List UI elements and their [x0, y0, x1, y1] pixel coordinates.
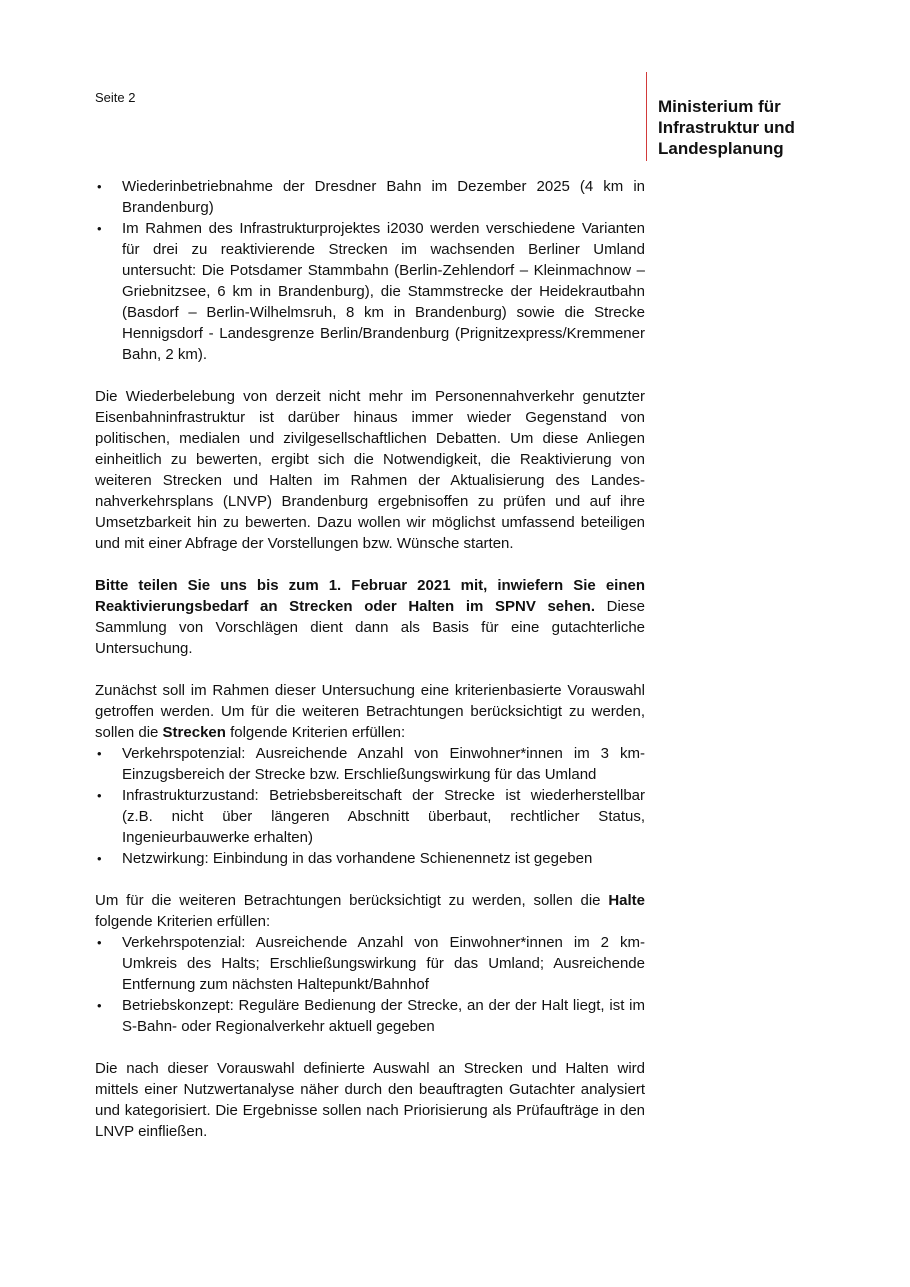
- list-item: [95, 218, 645, 365]
- bullet-icon: •: [97, 998, 102, 1013]
- bullet-icon: •: [97, 221, 102, 236]
- list-item: [95, 848, 645, 869]
- halte-intro-text: Um für die weiteren Betrachtungen berücksichtigt zu werden, sollen die: [95, 892, 609, 909]
- list-item-text: Im Rahmen des Infrastrukturprojektes i2030 werden verschiedene Varianten für drei zu reaktivierende Strecken im wachsenden Berliner Umland untersucht: Die Potsdamer Stammbahn (Berlin-Zehlendorf – Kleinmachnow – Griebnitzsee, 6 km in Brandenburg), die Stammstrecke der Heidekrautbahn (Basdorf – Berlin-Wilhelmsruh, 8 km in Brandenburg) sowie die Strecke Hennigsdorf - Landesgrenze Berlin/Brandenburg (Prignitzexpress/Kremmener Bahn, 2 km).: [122, 220, 645, 363]
- ministry-divider-line: [646, 72, 647, 161]
- request-text: Diese Sammlung von Vorschlägen dient dann als Basis für eine gutachterliche Untersuchung.: [95, 598, 645, 657]
- list-item-text: Netzwirkung: Einbindung in das vorhandene Schienennetz ist gegeben: [122, 850, 593, 867]
- page-number: Seite 2: [95, 90, 136, 105]
- intro-bullet-list: [95, 176, 645, 365]
- paragraph-revival: Die Wiederbelebung von derzeit nicht mehr im Personennahverkehr genutzter Eisenbahninfrastruktur ist darüber hinaus immer wieder Gegenstand von politischen, medialen und zivilgesellschaftlichen Debatten. Um diese Anliegen einheitlich zu bewerten, ergibt sich die Notwendigkeit, die Reaktivierung von weiteren Strecken und Halten im Rahmen der Aktualisierung des Landes-nahverkehrsplans (LNVP) Brandenburg ergebnisoffen zu prüfen und auf ihre Umsetzbarkeit hin zu bewerten. Dazu wollen wir möglichst umfassend beteiligen und mit einer Abfrage der Vorstellungen bzw. Wünsche starten.: [95, 388, 645, 552]
- halte-bold: Halte: [608, 892, 645, 909]
- letter-body: [95, 176, 645, 1163]
- ministry-name-line-2: Infrastruktur und: [658, 118, 795, 137]
- list-item-text: Wiederinbetriebnahme der Dresdner Bahn im Dezember 2025 (4 km in Brandenburg): [122, 178, 645, 216]
- list-item: [95, 743, 645, 785]
- list-item-text: Verkehrspotenzial: Ausreichende Anzahl von Einwohner*innen im 2 km-Umkreis des Halts; Erschließungswirkung für das Umland; Ausreichende Entfernung zum nächsten Haltepunkt/Bahnhof: [122, 934, 645, 993]
- ministry-name: [658, 96, 795, 159]
- strecken-criteria-list: [95, 743, 645, 869]
- list-item: [95, 785, 645, 848]
- list-item-text: Infrastrukturzustand: Betriebsbereitschaft der Strecke ist wiederherstellbar (z.B. nicht über längeren Abschnitt überbaut, rechtlicher Status, Ingenieurbauwerke erhalten): [122, 787, 645, 846]
- list-item: [95, 176, 645, 218]
- list-item-text: Verkehrspotenzial: Ausreichende Anzahl von Einwohner*innen im 3 km-Einzugsbereich der Strecke bzw. Erschließungswirkung für das Umland: [122, 745, 645, 783]
- paragraph-request: [95, 575, 645, 659]
- bullet-icon: •: [97, 935, 102, 950]
- bullet-icon: •: [97, 851, 102, 866]
- bullet-icon: •: [97, 746, 102, 761]
- halte-intro-tail: folgende Kriterien erfüllen:: [95, 913, 271, 930]
- paragraph-halte-intro: [95, 890, 645, 932]
- paragraph-strecken-intro: [95, 680, 645, 743]
- ministry-name-line-3: Landesplanung: [658, 139, 784, 158]
- list-item-text: Betriebskonzept: Reguläre Bedienung der Strecke, an der der Halt liegt, ist im S-Bahn- oder Regionalverkehr aktuell gegeben: [122, 997, 645, 1035]
- strecken-intro-text: Zunächst soll im Rahmen dieser Untersuchung eine kriterienbasierte Vorauswahl getroffen werden. Um für die weiteren Betrachtungen berücksichtigt zu werden, sollen die: [95, 682, 645, 741]
- bullet-icon: •: [97, 788, 102, 803]
- list-item: [95, 932, 645, 995]
- request-deadline-bold: Bitte teilen Sie uns bis zum 1. Februar 2021 mit, inwiefern Sie einen Reaktivierungsbedarf an Strecken oder Halten im SPNV sehen.: [95, 577, 645, 615]
- list-item: [95, 995, 645, 1037]
- paragraph-final: Die nach dieser Vorauswahl definierte Auswahl an Strecken und Halten wird mittels einer Nutzwertanalyse näher durch den beauftragten Gutachter analysiert und kategorisiert. Die Ergebnisse sollen nach Priorisierung als Prüfaufträge in den LNVP einfließen.: [95, 1060, 645, 1140]
- strecken-intro-tail: folgende Kriterien erfüllen:: [225, 724, 406, 741]
- bullet-icon: •: [97, 179, 102, 194]
- ministry-name-line-1: Ministerium für: [658, 97, 781, 116]
- strecken-bold: Strecken: [162, 724, 226, 741]
- halte-criteria-list: [95, 932, 645, 1037]
